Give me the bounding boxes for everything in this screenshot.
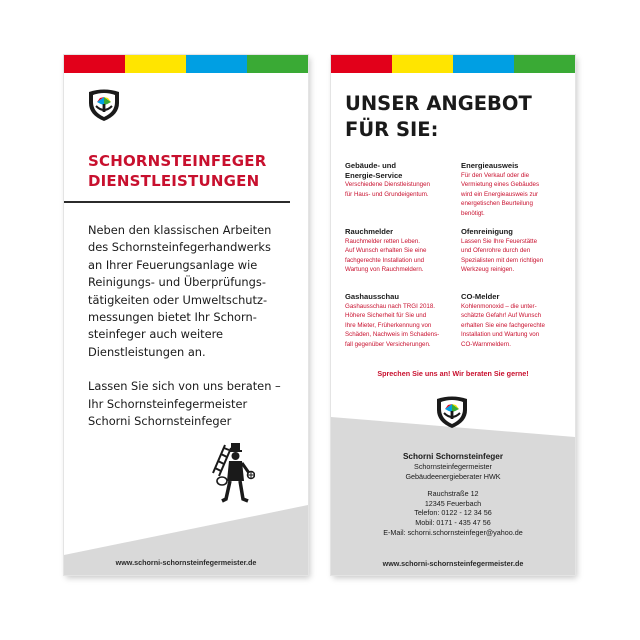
stripe-red bbox=[331, 55, 392, 73]
service-text: und Ofenrohre durch den bbox=[461, 247, 531, 255]
service-energieausweis bbox=[461, 161, 569, 218]
color-stripes bbox=[331, 55, 575, 73]
service-gebaeude-energie bbox=[345, 161, 453, 199]
stripe-green bbox=[514, 55, 575, 73]
title-divider bbox=[64, 201, 290, 203]
service-text: CO-Warnmeldern. bbox=[461, 340, 511, 348]
offer-heading-line: UNSER ANGEBOT bbox=[345, 92, 532, 115]
service-text: Vermietung eines Gebäudes bbox=[461, 181, 540, 189]
body-line: des Schornsteinfegerhandwerks bbox=[88, 240, 271, 255]
contact-phone[interactable]: Telefon: 0122 - 12 34 56 bbox=[414, 508, 492, 518]
service-text: Rauchmelder retten Leben. bbox=[345, 237, 420, 245]
contact-block bbox=[331, 451, 575, 537]
body-line: an Ihrer Feuerungsanlage wie bbox=[88, 257, 258, 272]
service-text: für Haus- und Grundeigentum. bbox=[345, 190, 429, 198]
contact-name: Schorni Schornsteinfeger bbox=[402, 452, 504, 461]
front-title bbox=[88, 151, 298, 191]
service-title: CO-Melder bbox=[461, 292, 500, 301]
service-text: Installation und Wartung von bbox=[461, 331, 540, 339]
service-text: Verschiedene Dienstleistungen bbox=[345, 181, 430, 188]
service-rauchmelder bbox=[345, 227, 453, 275]
service-co-melder bbox=[461, 292, 569, 349]
service-text: wird ein Energieausweis zur bbox=[461, 190, 539, 198]
contact-city: 12345 Feuerbach bbox=[424, 498, 482, 508]
offer-heading bbox=[345, 91, 565, 143]
service-text: fachgerechte Installation und bbox=[345, 256, 425, 264]
service-title: Energie-Service bbox=[345, 170, 403, 180]
stripe-red bbox=[64, 55, 125, 73]
website-link[interactable]: www.schorni-schornsteinfegermeister.de bbox=[382, 559, 524, 568]
service-text: Werkzeug reinigen. bbox=[461, 266, 515, 274]
front-title-line: DIENSTLEISTUNGEN bbox=[88, 172, 260, 190]
service-title: Gebäude- und bbox=[345, 161, 397, 170]
service-title: Rauchmelder bbox=[345, 227, 394, 236]
service-title: Energieausweis bbox=[461, 161, 519, 170]
service-text: Auf Wunsch erhalten Sie eine bbox=[345, 247, 427, 255]
contact-email[interactable]: E-Mail: schorni.schornsteinfeger@yahoo.de bbox=[383, 527, 523, 537]
website-link[interactable]: www.schorni-schornsteinfegermeister.de bbox=[115, 558, 257, 567]
contact-street: Rauchstraße 12 bbox=[427, 489, 479, 499]
service-text: fall gegenüber Versicherungen. bbox=[345, 340, 431, 348]
color-stripes bbox=[64, 55, 308, 73]
body-line: Dienstleistungen an. bbox=[88, 344, 206, 359]
service-text: schätzte Gefahr! Auf Wunsch bbox=[461, 312, 542, 320]
service-text: Gashausschau nach TRGI 2018. bbox=[345, 302, 436, 310]
contact-role: Gebäudeenergieberater HWK bbox=[405, 471, 501, 481]
contact-mobile[interactable]: Mobil: 0171 - 435 47 56 bbox=[415, 517, 491, 527]
body-line: messungen bietet Ihr Schorn- bbox=[88, 310, 257, 325]
service-text: Lassen Sie Ihre Feuerstätte bbox=[461, 237, 538, 245]
stripe-yellow bbox=[125, 55, 186, 73]
body-line: steinfeger auch weitere bbox=[88, 327, 224, 342]
chimney-sweep-figure-icon bbox=[209, 439, 255, 505]
service-ofenreinigung bbox=[461, 227, 569, 275]
service-gashausschau bbox=[345, 292, 453, 349]
stripe-blue bbox=[453, 55, 514, 73]
body-line: Reinigungs- und Überprüfungs- bbox=[88, 275, 266, 290]
contact-role: Schornsteinfegermeister bbox=[414, 462, 492, 471]
service-text: erhalten Sie eine fachgerechte bbox=[461, 321, 545, 329]
service-title: Gashausschau bbox=[345, 292, 400, 301]
stripe-yellow bbox=[392, 55, 453, 73]
service-text: Ihre Mieter, Früherkennung von bbox=[345, 321, 432, 329]
stripe-green bbox=[247, 55, 308, 73]
body-line: Neben den klassischen Arbeiten bbox=[88, 223, 272, 237]
body-line: Schorni Schornsteinfeger bbox=[88, 414, 232, 429]
service-text: Für den Verkauf oder die bbox=[461, 171, 530, 179]
front-body-text bbox=[88, 222, 298, 430]
schornsteinfeger-emblem-icon bbox=[434, 395, 470, 429]
call-to-action: Sprechen Sie uns an! Wir beraten Sie gerne! bbox=[377, 369, 529, 378]
service-text: Spezialisten mit dem richtigen bbox=[461, 256, 544, 264]
stripe-blue bbox=[186, 55, 247, 73]
flyer-back bbox=[331, 55, 575, 575]
service-title: Ofenreinigung bbox=[461, 227, 513, 236]
service-text: Höhere Sicherheit für Sie und bbox=[345, 312, 427, 320]
body-line: tätigkeiten oder Umweltschutz- bbox=[88, 292, 268, 307]
body-line: Lassen Sie sich von uns beraten – bbox=[88, 379, 281, 394]
service-text: Wartung von Rauchmeldern. bbox=[345, 266, 424, 274]
service-text: benötigt. bbox=[461, 209, 485, 217]
service-text: Schäden, Nachweis im Schadens- bbox=[345, 331, 440, 339]
service-text: energetischen Beurteilung bbox=[461, 200, 533, 208]
flyer-front bbox=[64, 55, 308, 575]
body-line: Ihr Schornsteinfegermeister bbox=[88, 396, 248, 411]
front-title-line: SCHORNSTEINFEGER bbox=[88, 152, 267, 170]
schornsteinfeger-emblem-icon bbox=[86, 88, 122, 122]
offer-heading-line: FÜR SIE: bbox=[345, 118, 439, 141]
service-text: Kohlenmonoxid – die unter- bbox=[461, 302, 537, 310]
